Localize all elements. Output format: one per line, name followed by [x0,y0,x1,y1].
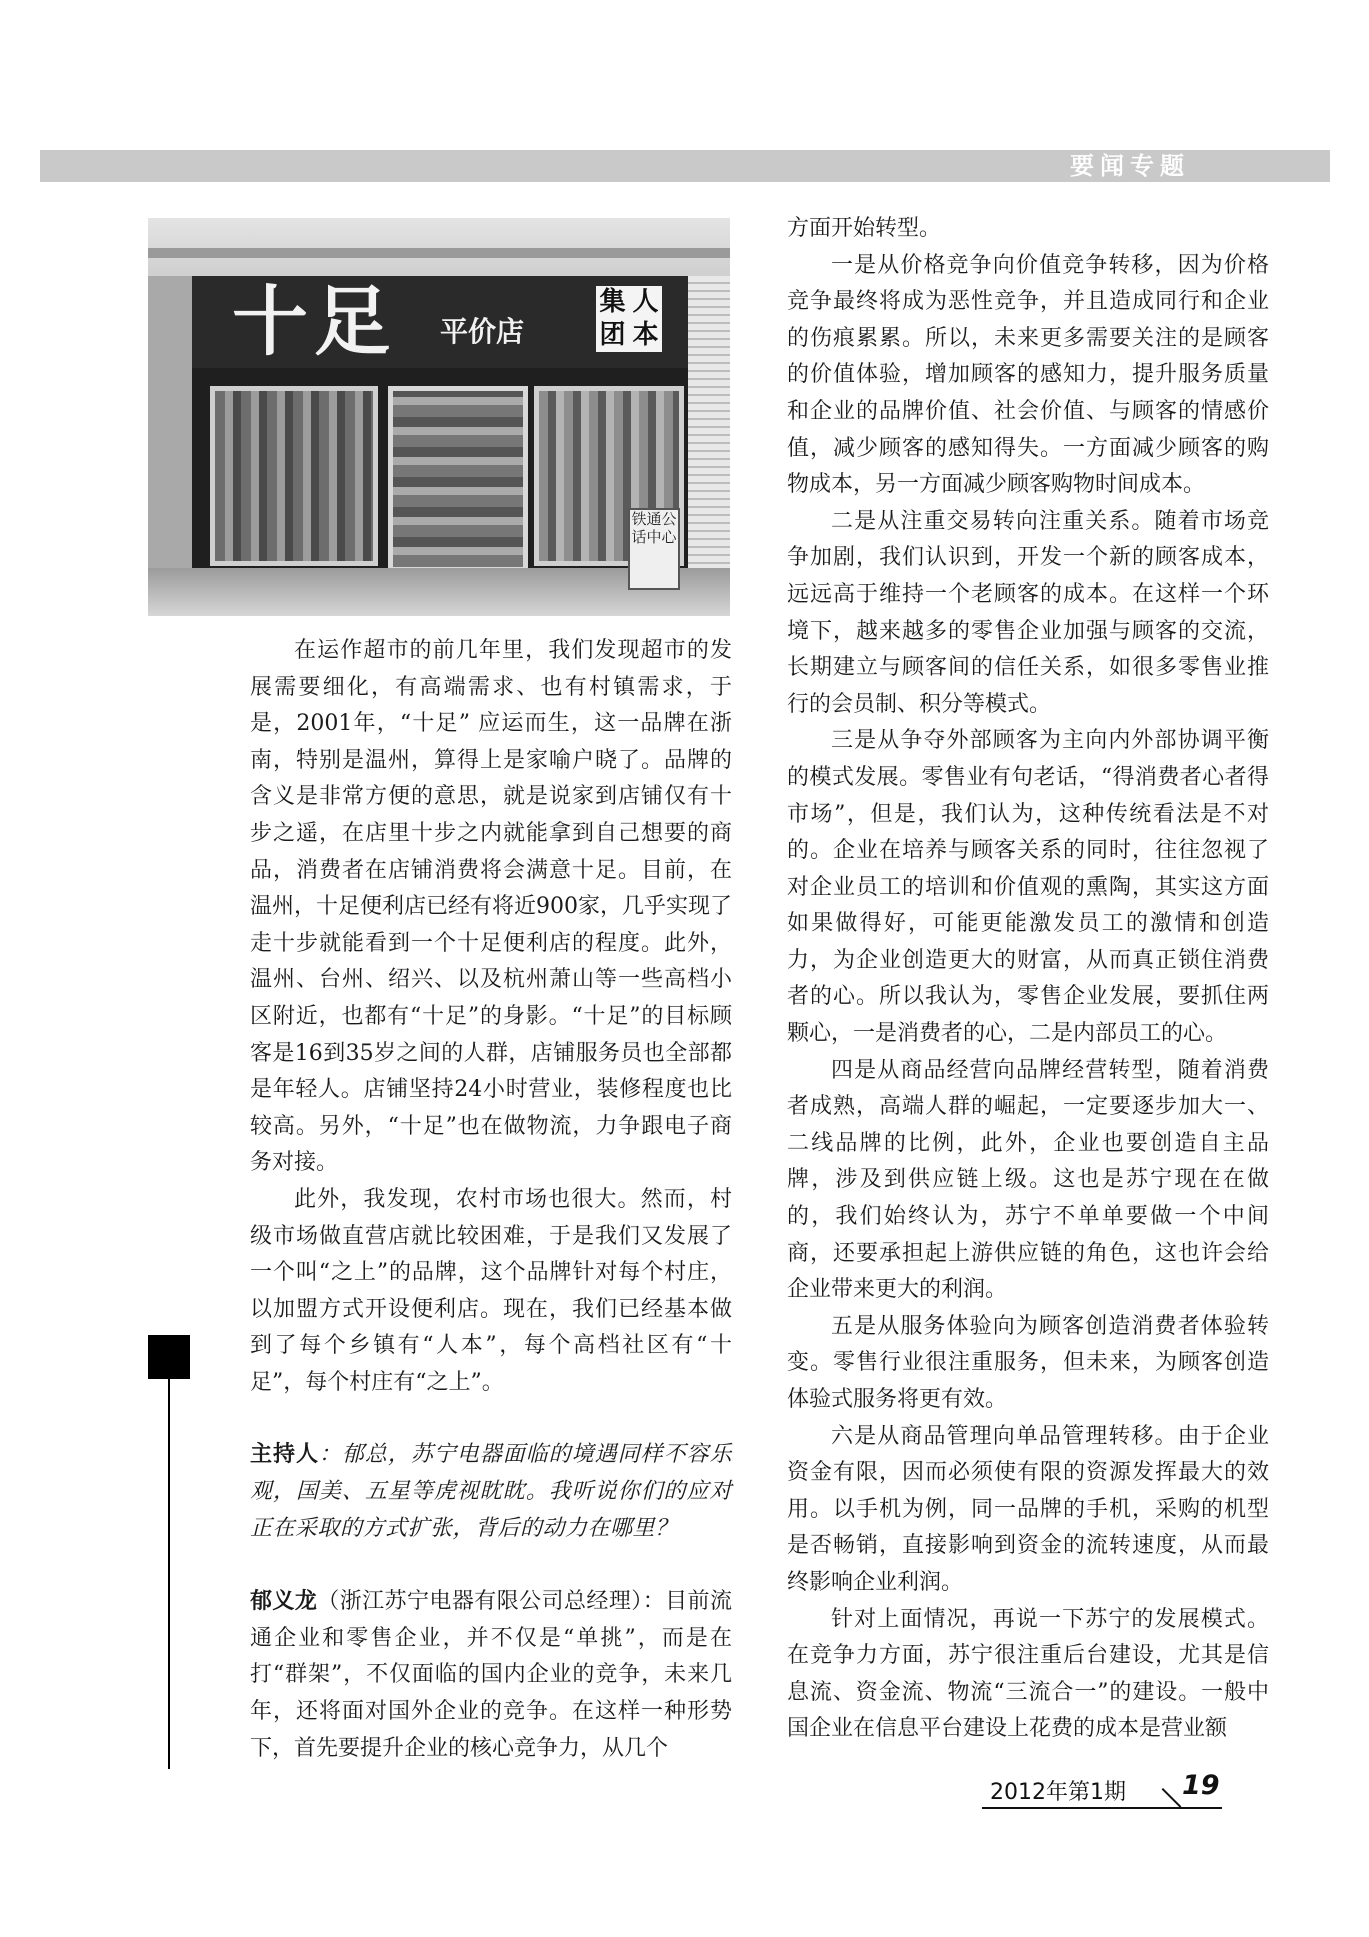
continued-text: 方面开始转型。 [787,216,942,241]
group-logo-char: 团 [599,320,626,350]
body-paragraph: 一是从价格竞争向价值竞争转移，因为价格竞争最终将成为恶性竞争，并且造成同行和企业的伤痕累累。所以，未来更多需要关注的是顾客的价值体验，增加顾客的感知力，提升服务质量和企业的品牌价值、社会价值、与顾客的情感价值，减少顾客的感知得失。一方面减少顾客的购物成本，另一方面减少顾客购物时间成本。 [787,252,1269,498]
group-logo-box [596,286,662,352]
body-paragraph: 此外，我发现，农村市场也很大。然而，村级市场做直营店就比较困难，于是我们又发展了一个叫“之上”的品牌，这个品牌针对每个村庄，以加盟方式开设便利店。现在，我们已经基本做到了每个乡镇有“人本”，每个高档社区有“十足”，每个村庄有“之上”。 [250,1186,732,1395]
page-number: 19 [1182,1770,1220,1801]
decorative-left-rule [168,1379,170,1769]
store-sign-subtitle: 平价店 [440,315,525,348]
footer-rule [982,1807,1222,1809]
host-question [250,1437,732,1547]
decorative-black-square [148,1335,190,1379]
photo-building [148,218,730,276]
host-label: 主持人 [250,1442,319,1468]
storefront-photo [148,218,730,616]
issue-label: 2012年第1期 [990,1780,1126,1805]
rolling-shutter [688,276,730,616]
body-paragraph: 针对上面情况，再说一下苏宁的发展模式。在竞争力方面，苏宁很注重后台建设，尤其是信息流、资金流、物流“三流合一”的建设。一般中国企业在信息平台建设上花费的成本是营业额 [787,1606,1269,1742]
group-logo-char: 集 [599,287,626,317]
guest-answer [250,1583,732,1767]
group-logo-char: 本 [632,320,659,350]
group-logo-char: 人 [632,287,659,317]
body-paragraph: 二是从注重交易转向注重关系。随着市场竞争加剧，我们认识到，开发一个新的顾客成本，远远高于维持一个老顾客的成本。在这样一个环境下，越来越多的零售企业加强与顾客的交流，长期建立与顾客间的信任关系，如很多零售业推行的会员制、积分等模式。 [787,508,1269,717]
section-title: 要闻专题 [1070,152,1190,180]
guest-name: 郁义龙 [250,1588,318,1615]
photo-roof [148,248,730,258]
store-sign-brand: 十足 [232,277,396,366]
body-paragraph: 六是从商品管理向单品管理转移。由于企业资金有限，因而必须使有限的资源发挥最大的效用。以手机为例，同一品牌的手机，采购的机型是否畅销，直接影响到资金的流转速度，从而最终影响企业利润。 [787,1423,1269,1595]
right-column [787,211,1269,1748]
body-paragraph: 四是从商品经营向品牌经营转型，随着消费者成熟，高端人群的崛起，一定要逐步加大一、二线品牌的比例，此外，企业也要创造自主品牌，涉及到供应链上级。这也是苏宁现在在做的，我们始终认为，苏宁不单单要做一个中间商，还要承担起上游供应链的角色，这也许会给企业带来更大的利润。 [787,1057,1269,1303]
left-column [250,633,732,1767]
guest-title: （浙江苏宁电器有限公司总经理） [317,1589,643,1615]
store-door [388,386,528,572]
body-paragraph: 三是从争夺外部顾客为主向内外部协调平衡的模式发展。零售业有句老话，“得消费者心者得市场”，但是，我们认为，这种传统看法是不对的。企业在培养与顾客关系的同时，往往忽视了对企业员工的培训和价值观的熏陶，其实这方面如果做得好，可能更能激发员工的激情和创造力，为企业创造更大的财富，从而真正锁住消费者的心。所以我认为，零售企业发展，要抓住两颗心，一是消费者的心，二是内部员工的心。 [787,728,1269,1047]
guest-answer-text: ：目前流通企业和零售企业，并不仅是“单挑”，而是在打“群架”，不仅面临的国内企业的竞争，未来几年，还将面对国外企业的竞争。在这样一种形势下，首先要提升企业的核心竞争力，从几个 [250,1589,732,1761]
body-paragraph: 五是从服务体验向为顾客创造消费者体验转变。零售行业很注重服务，但未来，为顾客创造体验式服务将更有效。 [787,1313,1269,1412]
section-header-bar [40,150,1330,182]
photo-left-wall [148,276,192,616]
body-paragraph: 在运作超市的前几年里，我们发现超市的发展需要细化，有高端需求、也有村镇需求，于是，2001年，“十足” 应运而生，这一品牌在浙南，特别是温州，算得上是家喻户晓了。品牌的含义是非常方便的意思，就是说家到店铺仅有十步之遥，在店里十步之内就能拿到自己想要的商品，消费者在店铺消费将会满意十足。目前，在温州，十足便利店已经有将近900家，几乎实现了走十步就能看到一个十足便利店的程度。此外，温州、台州、绍兴、以及杭州萧山等一些高档小区附近，也都有“十足”的身影。“十足”的目标顾客是16到35岁之间的人群，店铺服务员也全部都是年轻人。店铺坚持24小时营业，装修程度也比较高。另外，“十足”也在做物流，力争跟电子商务对接。 [250,638,732,1176]
footer-rule-notch [1162,1788,1182,1808]
store-sign [192,276,688,368]
host-question-text: ：郁总，苏宁电器面临的境遇同样不容乐观，国美、五星等虎视眈眈。我听说你们的应对正在采取的方式扩张，背后的动力在哪里？ [250,1442,732,1541]
phone-center-board: 铁通公话中心 [628,508,680,590]
store-window-left [210,386,378,566]
